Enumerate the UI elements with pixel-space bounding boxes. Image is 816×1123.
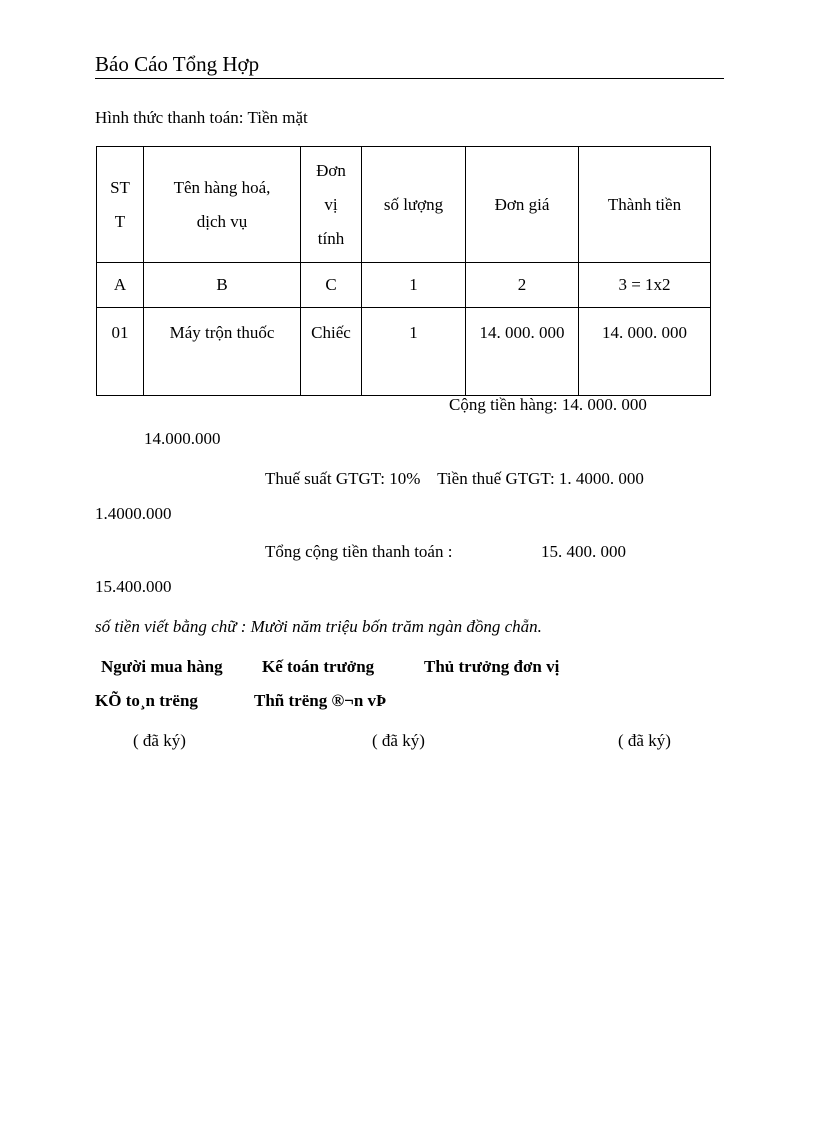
- header-divider: [95, 78, 724, 79]
- row-goods-name: Máy trộn thuốc: [144, 308, 301, 396]
- column-code: C: [301, 263, 362, 308]
- row-stt: 01: [97, 308, 144, 396]
- header-cell-unit: Đơn vị tính: [301, 147, 362, 263]
- grand-total-value: 15. 400. 000: [541, 542, 626, 561]
- header-cell-unit-price: Đơn giá: [466, 147, 579, 263]
- payment-method-label: Hình thức thanh toán:: [95, 108, 244, 127]
- column-code: B: [144, 263, 301, 308]
- signature-role-unit-head: Thủ trưởng đơn vị: [424, 657, 560, 676]
- row-amount: 14. 000. 000: [579, 308, 711, 396]
- vat-line: [265, 469, 644, 489]
- report-title: Báo Cáo Tổng Hợp: [95, 52, 260, 76]
- table-header-row: [97, 147, 711, 263]
- header-cell-goods-name: Tên hàng hoá, dịch vụ: [144, 147, 301, 263]
- table-row: [97, 308, 711, 396]
- amount-in-words: số tiền viết bằng chữ : Mười năm triệu bốn trăm ngàn đồng chẵn.: [95, 617, 542, 636]
- header-cell-stt: ST T: [97, 147, 144, 263]
- signed-note-unit-head: ( đã ký): [618, 731, 671, 750]
- column-code: 1: [362, 263, 466, 308]
- signature-role-chief-accountant: Kế toán trưởng: [262, 657, 375, 676]
- header-cell-amount: Thành tiền: [579, 147, 711, 263]
- signed-note-buyer: ( đã ký): [133, 731, 186, 750]
- vat-rate: Thuế suất GTGT: 10%: [265, 469, 421, 488]
- payment-method-value: Tiền mặt: [247, 108, 308, 127]
- signed-note-accountant: ( đã ký): [372, 731, 425, 750]
- garbled-role-accountant: KÕ to¸n trëng: [95, 691, 198, 710]
- goods-total: [449, 395, 647, 415]
- row-quantity: 1: [362, 308, 466, 396]
- goods-total-label: Cộng tiền hàng:: [449, 395, 558, 414]
- invoice-table: [96, 146, 711, 396]
- row-unit: Chiếc: [301, 308, 362, 396]
- vat-amount-plain: 1.4000.000: [95, 504, 172, 523]
- goods-total-value: 14. 000. 000: [561, 395, 647, 414]
- garbled-role-unit-head: Thñ trëng ®¬n vÞ: [254, 691, 387, 710]
- column-code: A: [97, 263, 144, 308]
- vat-amount-value: 1. 4000. 000: [558, 469, 644, 488]
- header-cell-quantity: số lượng: [362, 147, 466, 263]
- payment-method: [95, 108, 308, 128]
- table-column-code-row: [97, 263, 711, 308]
- signature-role-buyer: Người mua hàng: [101, 657, 223, 676]
- goods-total-plain: 14.000.000: [144, 429, 221, 448]
- grand-total-label: Tổng cộng tiền thanh toán :: [265, 542, 453, 561]
- vat-amount-label: Tiền thuế GTGT:: [437, 469, 555, 488]
- column-code: 3 = 1x2: [579, 263, 711, 308]
- column-code: 2: [466, 263, 579, 308]
- grand-total-plain: 15.400.000: [95, 577, 172, 596]
- row-unit-price: 14. 000. 000: [466, 308, 579, 396]
